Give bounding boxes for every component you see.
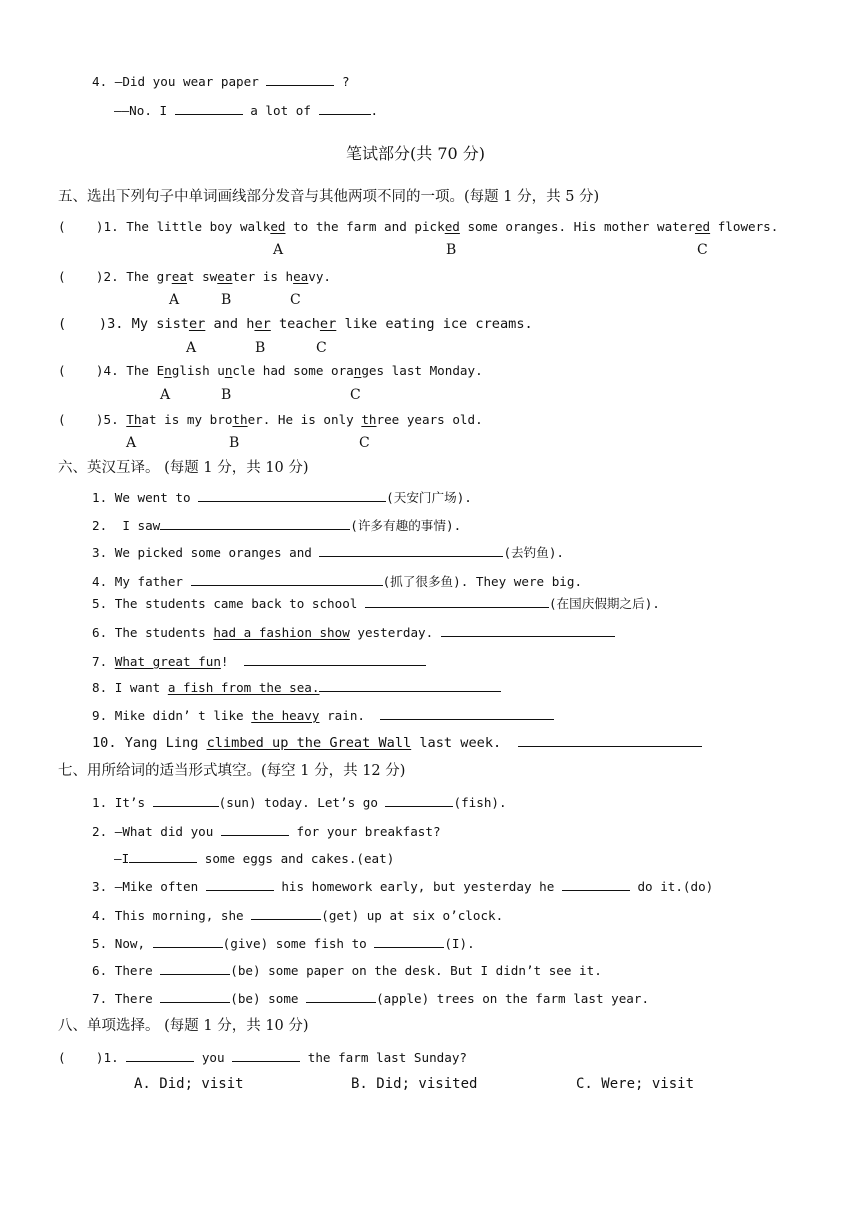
sec6-question-10: 10. Yang Ling climbed up the Great Wall last week. <box>92 734 702 751</box>
sec5-question-5: ( )5. That is my brother. He is only three years old. <box>58 412 483 427</box>
sec6-question-4: 4. My father (抓了很多鱼). They were big. <box>92 574 583 589</box>
option-letter-c: C <box>697 242 708 258</box>
option-letter-a: A <box>160 387 171 403</box>
sec5-question-2: ( )2. The great sweater is heavy. <box>58 269 332 284</box>
answer-blank[interactable] <box>385 794 453 807</box>
sec7-question-7: 7. There (be) some (apple) trees on the farm last year. <box>92 991 650 1006</box>
answer-blank[interactable] <box>319 679 501 692</box>
sec6-question-1: 1. We went to (天安门广场). <box>92 490 472 505</box>
answer-blank[interactable] <box>198 489 386 502</box>
answer-blank[interactable] <box>251 907 321 920</box>
section-5-heading: 五、选出下列句子中单词画线部分发音与其他两项不同的一项。(每题 1 分，共 5 分) <box>58 189 600 205</box>
option-letter-a: A <box>186 340 197 356</box>
section-8-heading: 八、单项选择。 (每题 1 分，共 10 分) <box>58 1018 309 1034</box>
answer-blank[interactable] <box>160 517 350 530</box>
option-letter-b: B <box>446 242 457 258</box>
option-letter-c: C <box>290 292 301 308</box>
answer-blank[interactable] <box>518 734 702 747</box>
option-letter-a: A <box>169 292 180 308</box>
answer-blank[interactable] <box>365 595 549 608</box>
answer-blank[interactable] <box>374 935 444 948</box>
sec5-question-1: ( )1. The little boy walked to the farm and picked some oranges. His mother watered flowers. <box>58 219 779 234</box>
answer-blank[interactable] <box>191 573 383 586</box>
answer-blank[interactable] <box>221 823 289 836</box>
sec5-question-4: ( )4. The English uncle had some oranges last Monday. <box>58 363 483 378</box>
answer-blank[interactable] <box>206 878 274 891</box>
sec6-question-5: 5. The students came back to school (在国庆假期之后). <box>92 596 660 611</box>
answer-blank[interactable] <box>306 990 376 1003</box>
option-letter-b: B <box>221 292 232 308</box>
option-letter-b: B <box>229 435 240 451</box>
option-letter-b: B <box>255 340 266 356</box>
option-letter-a: A <box>273 242 284 258</box>
sec7-question-6: 6. There (be) some paper on the desk. But I didn’t see it. <box>92 963 602 978</box>
written-part-title: 笔试部分(共 70 分) <box>346 144 486 163</box>
sec7-question-2b: —I some eggs and cakes.(eat) <box>114 851 395 866</box>
sec7-question-1: 1. It’s (sun) today. Let’s go (fish). <box>92 795 507 810</box>
sec8-question-1: ( )1. you the farm last Sunday? <box>58 1050 467 1065</box>
answer-blank[interactable] <box>160 962 230 975</box>
answer-blank[interactable] <box>319 102 371 115</box>
sec6-question-6: 6. The students had a fashion show yesterday. <box>92 624 615 641</box>
sec7-question-5: 5. Now, (give) some fish to (I). <box>92 936 475 951</box>
option-letter-c: C <box>359 435 370 451</box>
answer-blank[interactable] <box>153 794 219 807</box>
answer-blank[interactable] <box>232 1049 300 1062</box>
sec6-question-8: 8. I want a fish from the sea. <box>92 679 501 696</box>
listening-q4-question: 4. —Did you wear paper ? <box>92 74 350 89</box>
sec7-question-4: 4. This morning, she (get) up at six o’clock. <box>92 908 504 923</box>
sec6-question-7: 7. What great fun! <box>92 653 426 670</box>
answer-blank[interactable] <box>562 878 630 891</box>
section-6-heading: 六、英汉互译。 (每题 1 分，共 10 分) <box>58 460 309 476</box>
choice-option-a[interactable]: A. Did; visit <box>134 1076 244 1092</box>
option-letter-c: C <box>350 387 361 403</box>
sec6-question-2: 2. I saw (许多有趣的事情). <box>92 518 462 533</box>
option-letter-c: C <box>316 340 327 356</box>
choice-option-b[interactable]: B. Did; visited <box>351 1076 478 1092</box>
answer-blank[interactable] <box>160 990 230 1003</box>
answer-blank[interactable] <box>126 1049 194 1062</box>
answer-blank[interactable] <box>129 850 197 863</box>
answer-blank[interactable] <box>266 73 334 86</box>
answer-blank[interactable] <box>244 653 426 666</box>
sec6-question-9: 9. Mike didn’ t like the heavy rain. <box>92 707 554 724</box>
choice-option-c[interactable]: C. Were; visit <box>576 1076 695 1092</box>
sec7-question-2a: 2. —What did you for your breakfast? <box>92 824 441 839</box>
sec7-question-3: 3. —Mike often his homework early, but yesterday he do it.(do) <box>92 879 714 894</box>
answer-blank[interactable] <box>441 624 615 637</box>
answer-blank[interactable] <box>175 102 243 115</box>
sec6-question-3: 3. We picked some oranges and (去钓鱼). <box>92 545 564 560</box>
answer-blank[interactable] <box>380 707 554 720</box>
answer-blank[interactable] <box>153 935 223 948</box>
answer-blank[interactable] <box>319 544 503 557</box>
option-letter-b: B <box>221 387 232 403</box>
listening-q4-answer: ——No. I a lot of . <box>114 103 379 118</box>
option-letter-a: A <box>126 435 137 451</box>
sec5-question-3: ( )3. My sister and her teacher like eating ice creams. <box>58 316 533 332</box>
section-7-heading: 七、用所给词的适当形式填空。(每空 1 分，共 12 分) <box>58 763 406 779</box>
